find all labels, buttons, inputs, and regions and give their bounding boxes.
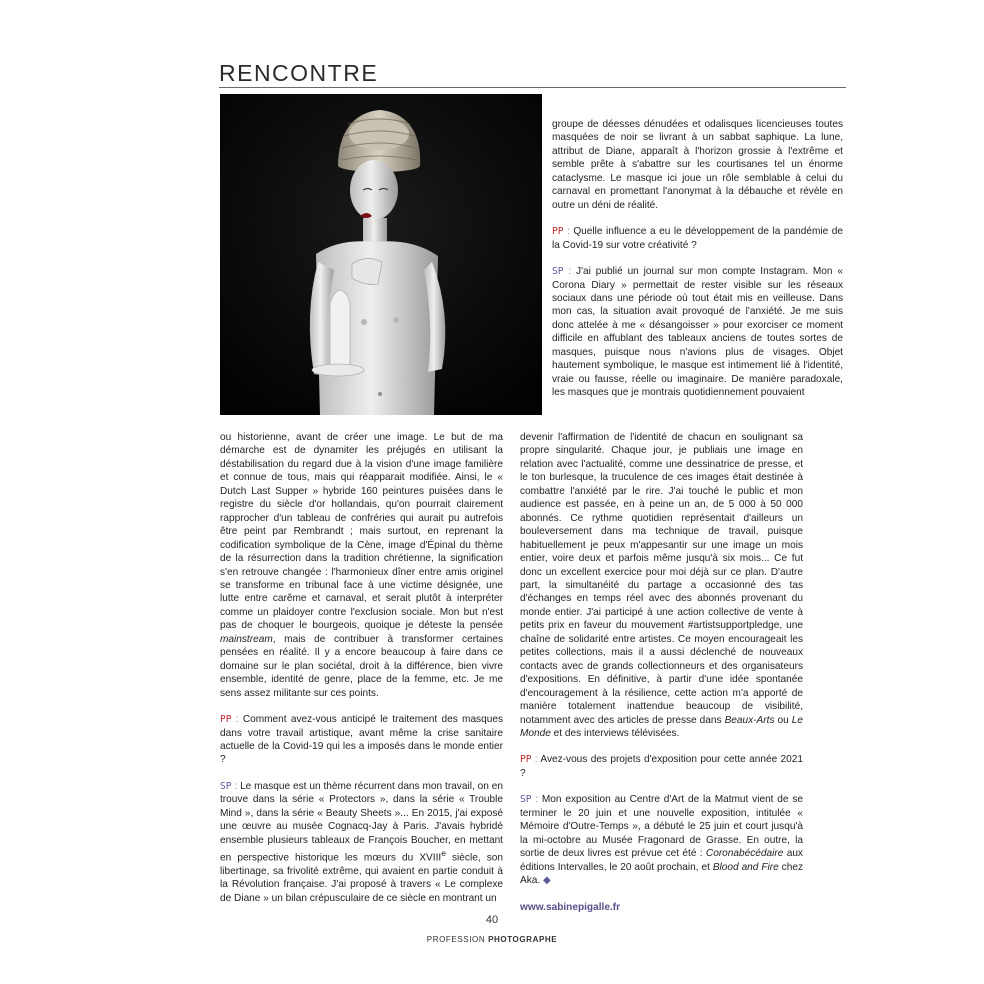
question-text: Quelle influence a eu le développement de la pandémie de la Covid-19 sur votre créativité ? [552,226,843,251]
header-rule [219,87,846,88]
question-masks [220,713,503,767]
page-number: 40 [485,914,499,926]
publication-name [0,935,984,944]
answer-text: Mon exposition au Centre d'Art de la Matmut vient de se terminer le 20 juin et une nouvelle exposition, intitulée « Mémoire d'Outre-Temps », a débuté le 25 juin et court jusqu'à la mi-octobre au Musée Fragonard de Grasse. En outre, la sortie de deux livres est prévue cet été : [520,794,803,860]
label-colon: : [563,266,577,278]
answer-covid [552,265,843,400]
paragraph [520,431,803,740]
right-column-bottom [520,431,803,914]
right-column-top [552,118,843,400]
text-run: et des interviews télévisées. [550,727,680,739]
paragraph: groupe de déesses dénudées et odalisques licencieuses toutes masquées de noir se livrant à un sabbat saphique. La lune, attribut de Diane, apparaît à l'horizon grossie à l'extrême et semble prête à s'abattre sur les courtisanes tel un énorme cataclysme. Le masque ici joue un rôle semblable à celui du carnaval en promettant l'anonymat à la débauche et révèle en outre un déni de réalité. [552,119,843,211]
text-run: ou historienne, avant de créer une image. Le but de ma démarche est de dynamiter les préjugés en utilisant la déstabilisation du regard due à la vision d'une image familière et connue de tous, mais qui réapparait modifiée. Ainsi, le « Dutch Last Supper » hybride 160 peintures puisées dans le registre du siècle d'or hollandais, qu'on pourrait clairement rapprocher d'un tableau de confréries qui aurait pu autrefois être peint par Rembrandt ; mais surtout, en reprenant la codification symbolique de la Cène, image d'Épinal du thème de la résurrection dans la tradition chrétienne, la signification s'en retrouve changée : l'harmonieux dîner entre amis originel se transforme en tribunal face à une victime désignée, une lutte entre carême et carnaval, et serait plutôt à interpréter comme un plaidoyer contre l'exclusion sociale. Mon but n'est pas de choquer le bourgeois, quoique je déteste la pensée [220,432,503,632]
publication-name-bold: PHOTOGRAPHE [488,935,558,944]
text-run: , mais de contribuer à transformer certaines pensées en réalité. Il y a encore beaucoup à faire dans ce domaine sur le plan sociétal, droit à la différence, bien vivre ensemble, identité de genre, place de la femme, etc. Je me sens assez militante sur ces points. [220,633,503,699]
answer-text: chez Aka. [520,861,803,887]
label-colon: : [531,794,542,806]
pp-label: PP [552,226,564,238]
publication-name-light: PROFESSION [426,935,489,944]
section-title: RENCONTRE [219,60,379,86]
pp-label: PP [520,754,532,766]
paragraph [220,431,503,700]
label-colon: : [231,780,241,792]
italic-title: Blood and Fire [712,861,779,873]
left-column [220,431,503,905]
sp-label: SP [520,794,532,806]
question-projects [520,753,803,780]
label-colon: : [531,754,541,766]
answer-masks [220,780,503,905]
text-run: ou [774,714,792,726]
italic-term: mainstream [220,633,273,645]
pp-label: PP [220,714,232,726]
italic-title: Le Monde [520,714,803,739]
answer-text: J'ai publié un journal sur mon compte Instagram. Mon « Corona Diary » permettait de rester visible sur les réseaux sociaux dans une période où tout était mis en veilleuse. Dans mon cas, la situation avait provoqué de l'anxiété. Je me suis donc attelée à me « désangoisser » pour exorciser ce moment difficile en affublant des tableaux anciens de toutes sortes de masques, puisque nous n'avions plus de visages. Objet hautement symbolique, le masque est intimement lié à l'identité, vraie ou fausse, réelle ou imaginaire. De manière paradoxale, les masques que je montrais quotidiennement pouvaient [552,266,843,399]
end-diamond-icon: ◆ [543,875,551,887]
answer-text: aux éditions Intervalles, le 20 août prochain, et [520,848,803,873]
italic-title: Beaux-Arts [724,714,775,726]
sp-label: SP [220,780,232,792]
portrait-illustration [220,94,542,415]
answer-projects [520,793,803,887]
text-run: devenir l'affirmation de l'identité de chacun en soulignant sa propre singularité. Chaque jour, je publiais une image en relation avec l'actualité, comme une dessinatrice de presse, et le ton burlesque, la truculence de ces images était destinée à combattre l'anxiété par le rire. J'ai touché le public et mon audience est passée, en à peine un an, de 5 000 à 50 000 abonnés. Ce rythme quotidien représentait d'ailleurs un bouleversement dans ma technique de travail, puisque habituellement je peux m'appesantir sur une image un mois entier, voire deux et parfois même jusqu'à six mois... Ce fut donc un excellent exercice pour moi déjà sur ce plan. D'autre part, la simultanéité du partage a occasionné des tas d'échanges en temps réel avec des abonnés provenant du monde entier. J'ai participé à une action collective de vente à petits prix en faveur du mouvement #artistsupportpledge, une chaîne de solidarité entre artistes. Ce moyen encourageait les petites collections, mais il a aussi déclenché de nouveaux contacts avec de grands collectionneurs et des organisateurs d'expositions. En définitive, à partir d'une idée spontanée d'encouragement à la résilience, cette action m'a apporté de manière totalement inattendue beaucoup de visibilité, notamment avec des articles de presse dans [520,432,803,726]
answer-text: siècle, son libertinage, sa frivolité extrême, qui avaient en partie conduit à la Révolution française. J'ai proposé à travers « Le complexe de Diane » un bilan crépusculaire de ce siècle en montrant un [220,852,504,904]
superscript: e [441,848,446,859]
question-covid [552,225,843,252]
italic-title: Coronabécédaire [705,848,784,860]
label-colon: : [563,226,574,238]
question-text: Avez-vous des projets d'exposition pour cette année 2021 ? [520,754,803,779]
question-text: Comment avez-vous anticipé le traitement des masques dans votre travail artistique, avant même la crise sanitaire actuelle de la Covid-19 qui les a imposés dans le monde entier ? [220,714,503,766]
portrait-photo [220,94,542,415]
sp-label: SP [552,266,564,278]
label-colon: : [231,714,243,726]
answer-text: Le masque est un thème récurrent dans mon travail, on en trouve dans la série « Protectors », dans la série « Trouble Mind », dans la série « Beauty Sheets »... En 2015, j'ai exposé une œuvre au musée Cognacq-Jay à Paris. J'avais hybridé ensemble plusieurs tableaux de François Boucher, en mettant en perspective historique les mœurs du XVIII [220,780,503,864]
website-link[interactable]: www.sabinepigalle.fr [520,901,621,913]
